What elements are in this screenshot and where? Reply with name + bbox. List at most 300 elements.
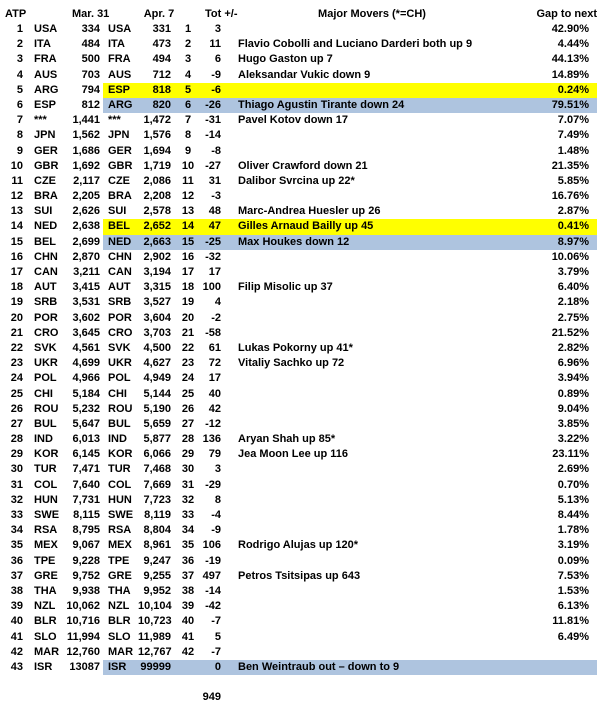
- tot-change-cell: -4: [211, 509, 221, 521]
- rank-cell: 20: [10, 311, 23, 324]
- tot-change-cell: -8: [211, 144, 221, 157]
- gap-cell: 21.35%: [551, 159, 589, 172]
- apr-points-cell: 8,961: [143, 539, 171, 552]
- tot-change-cell: -25: [205, 235, 221, 248]
- tot-change-cell: 8: [214, 493, 221, 506]
- row-section: [103, 311, 597, 326]
- apr-rank-cell: 34: [181, 524, 195, 537]
- apr-rank-cell: 42: [181, 645, 195, 658]
- apr-country-cell: CHN: [108, 250, 132, 263]
- apr-country-cell: CZE: [108, 174, 130, 187]
- rank-cell: 31: [10, 478, 23, 491]
- mover-cell: [224, 554, 520, 569]
- row-section: [103, 356, 597, 371]
- mar-country-cell: POR: [34, 311, 58, 324]
- apr-rank-cell: 6: [184, 98, 192, 111]
- tot-change-cell: 3: [214, 463, 221, 476]
- gap-cell: 3.79%: [557, 266, 589, 278]
- rank-cell: 3: [16, 53, 23, 66]
- gap-cell: [520, 660, 597, 675]
- row-section: [103, 280, 597, 295]
- mover-cell: Rodrigo Alujas up 120*: [238, 539, 359, 552]
- apr-points-cell: 2,663: [143, 235, 171, 248]
- mover-cell: [224, 387, 520, 402]
- apr-points-cell: 331: [152, 23, 171, 35]
- mover-cell: [224, 250, 520, 265]
- apr-rank-cell: 41: [181, 630, 195, 643]
- apr-country-cell: ARG: [108, 98, 133, 111]
- apr-rank-cell: 29: [181, 448, 195, 461]
- row-section: [103, 462, 597, 477]
- mover-cell: [224, 83, 520, 98]
- mar-points-cell: 3,602: [72, 311, 100, 324]
- mar-country-cell: CZE: [34, 174, 56, 187]
- gap-cell: 7.07%: [557, 114, 589, 127]
- gap-cell: 7.53%: [557, 569, 589, 582]
- mar-country-cell: ITA: [34, 38, 51, 51]
- highlighted-row-section: [103, 98, 597, 113]
- table-row: [0, 280, 597, 295]
- mar-points-cell: 5,232: [72, 402, 100, 415]
- rank-cell: 25: [10, 387, 23, 400]
- gap-cell: 6.96%: [557, 357, 589, 370]
- table-row: [0, 387, 597, 402]
- mar-points-cell: 3,645: [72, 326, 100, 339]
- mar-country-cell: NED: [34, 220, 58, 233]
- apr-country-cell: ESP: [108, 83, 131, 96]
- mover-cell: [224, 478, 520, 493]
- tot-change-cell: 106: [202, 539, 221, 552]
- row-section: [103, 265, 597, 280]
- tot-change-cell: -26: [205, 98, 221, 111]
- mar-points-cell: 2,699: [72, 235, 100, 248]
- rank-cell: 16: [10, 250, 23, 263]
- mover-cell: [224, 144, 520, 159]
- apr-country-cell: TUR: [108, 463, 131, 476]
- apr-country-cell: SRB: [108, 296, 132, 309]
- table-row: [0, 584, 597, 599]
- apr-country-cell: THA: [108, 584, 131, 597]
- gap-cell: 6.40%: [557, 281, 589, 294]
- table-row: [0, 98, 597, 113]
- mar-points-cell: 2,626: [72, 205, 100, 218]
- apr-country-cell: CAN: [108, 266, 132, 278]
- gap-cell: 7.49%: [557, 129, 589, 142]
- table-row: [0, 204, 597, 219]
- table-row: [0, 295, 597, 310]
- mover-cell: Petros Tsitsipas up 643: [238, 569, 361, 582]
- rank-cell: 4: [16, 68, 23, 81]
- highlighted-row-section: [103, 660, 597, 675]
- apr-points-cell: 2,902: [143, 250, 171, 263]
- mover-cell: Marc-Andrea Huesler up 26: [238, 205, 381, 218]
- apr-points-cell: 4,949: [143, 372, 171, 385]
- table-row: [0, 462, 597, 477]
- tot-change-cell: 4: [214, 296, 221, 309]
- apr-points-cell: 712: [152, 68, 171, 81]
- mover-cell: [224, 371, 520, 386]
- mar-points-cell: 500: [81, 53, 100, 66]
- table-row: [0, 113, 597, 128]
- tot-change-cell: -7: [211, 645, 221, 658]
- mar-country-cell: UKR: [34, 357, 58, 370]
- mar-country-cell: ARG: [34, 83, 59, 96]
- gap-cell: 8.44%: [557, 509, 589, 521]
- table-row: [0, 614, 597, 629]
- apr-rank-cell: 18: [181, 281, 195, 294]
- tot-change-cell: -32: [205, 250, 221, 263]
- table-row: [0, 599, 597, 614]
- highlighted-row-section: [103, 219, 597, 234]
- gap-cell: 6.49%: [557, 630, 589, 643]
- apr-country-cell: SVK: [108, 341, 131, 354]
- col-header-gap-to-next: Gap to next: [536, 8, 597, 20]
- mover-cell: [224, 523, 520, 538]
- mar-points-cell: 13087: [69, 660, 100, 673]
- rankings-table-body: [0, 22, 597, 675]
- gap-cell: 1.78%: [557, 524, 589, 537]
- mar-country-cell: SWE: [34, 509, 60, 521]
- apr-country-cell: RSA: [108, 524, 132, 537]
- gap-cell: 2.75%: [557, 311, 589, 324]
- mar-points-cell: 7,731: [72, 493, 100, 506]
- mover-cell: [224, 311, 520, 326]
- rank-cell: 34: [10, 524, 23, 537]
- apr-rank-cell: 8: [184, 129, 192, 142]
- gap-cell: 6.13%: [557, 600, 589, 613]
- mover-cell: [224, 584, 520, 599]
- apr-points-cell: 3,527: [143, 296, 171, 309]
- rank-cell: 7: [16, 114, 23, 127]
- mar-country-cell: RSA: [34, 524, 58, 537]
- mar-points-cell: 812: [81, 98, 100, 111]
- apr-country-cell: JPN: [108, 129, 130, 142]
- mar-country-cell: SVK: [34, 341, 57, 354]
- rank-cell: 37: [10, 569, 23, 582]
- apr-rank-cell: 24: [181, 372, 195, 385]
- footer-spacer: [176, 690, 200, 705]
- row-section: [103, 508, 597, 523]
- gap-cell: 8.97%: [557, 235, 589, 248]
- apr-points-cell: 8,119: [144, 509, 171, 521]
- header-row: [0, 6, 597, 22]
- tot-change-cell: 0: [214, 660, 221, 673]
- mar-country-cell: GER: [34, 144, 58, 157]
- mover-cell: [224, 22, 520, 37]
- table-row: [0, 265, 597, 280]
- apr-country-cell: GBR: [108, 159, 133, 172]
- tot-change-cell: -27: [205, 159, 221, 172]
- row-section: [103, 371, 597, 386]
- rank-cell: 27: [10, 417, 23, 430]
- apr-country-cell: TPE: [108, 554, 130, 567]
- apr-points-cell: 3,604: [143, 311, 171, 324]
- apr-country-cell: ITA: [108, 38, 125, 51]
- table-row: [0, 235, 597, 250]
- apr-country-cell: POL: [108, 372, 131, 385]
- row-section: [103, 584, 597, 599]
- footer-spacer: [66, 690, 100, 705]
- mar-points-cell: 2,870: [72, 250, 100, 263]
- apr-country-cell: COL: [108, 478, 132, 491]
- mover-cell: [224, 295, 520, 310]
- gap-cell: 2.87%: [557, 205, 589, 218]
- rank-cell: 11: [11, 174, 23, 187]
- rank-cell: 10: [10, 159, 23, 172]
- mar-points-cell: 6,013: [72, 433, 100, 446]
- highlighted-row-section: [103, 83, 597, 98]
- rank-cell: 23: [10, 357, 23, 370]
- apr-rank-cell: 38: [181, 584, 195, 597]
- apr-country-cell: KOR: [108, 448, 133, 461]
- apr-rank-cell: 28: [181, 433, 195, 446]
- mar-country-cell: KOR: [34, 448, 59, 461]
- apr-points-cell: 7,468: [143, 463, 171, 476]
- tot-change-cell: 31: [208, 174, 221, 187]
- mover-cell: [224, 462, 520, 477]
- mar-country-cell: TPE: [34, 554, 56, 567]
- apr-rank-cell: 39: [181, 600, 195, 613]
- rank-cell: 41: [10, 630, 23, 643]
- gap-cell: 4.44%: [557, 38, 589, 51]
- apr-rank-cell: 36: [181, 554, 195, 567]
- mar-country-cell: IND: [34, 433, 53, 446]
- gap-cell: 0.70%: [557, 478, 589, 491]
- tot-change-cell: -9: [211, 524, 221, 537]
- apr-rank-cell: 14: [181, 220, 195, 233]
- mar-points-cell: 2,205: [72, 190, 100, 203]
- mover-cell: [224, 128, 520, 143]
- apr-rank-cell: 37: [181, 569, 195, 582]
- mar-country-cell: FRA: [34, 53, 57, 66]
- gap-cell: 1.48%: [557, 144, 589, 157]
- row-section: [103, 417, 597, 432]
- table-row: [0, 37, 597, 52]
- tot-change-cell: -12: [205, 417, 221, 430]
- footer-spacer: [138, 690, 176, 705]
- apr-points-cell: 5,877: [143, 433, 171, 446]
- gap-cell: 3.94%: [557, 372, 589, 385]
- table-row: [0, 569, 597, 584]
- apr-country-cell: POR: [108, 311, 132, 324]
- mar-country-cell: JPN: [34, 129, 56, 142]
- gap-cell: [520, 645, 597, 660]
- mar-country-cell: NZL: [34, 600, 56, 613]
- apr-rank-cell: 11: [182, 174, 194, 187]
- apr-rank-cell: 16: [181, 250, 195, 263]
- table-row: [0, 128, 597, 143]
- rank-cell: 12: [10, 190, 23, 203]
- row-section: [103, 447, 597, 462]
- rank-cell: 39: [10, 600, 23, 613]
- table-row: [0, 493, 597, 508]
- mar-points-cell: 703: [81, 68, 100, 81]
- mar-country-cell: BUL: [34, 417, 57, 430]
- row-section: [103, 68, 597, 83]
- gap-cell: 0.41%: [557, 220, 589, 233]
- mover-cell: [224, 630, 520, 645]
- tot-change-cell: -19: [205, 554, 221, 567]
- apr-rank-cell: 22: [181, 341, 195, 354]
- apr-country-cell: SUI: [108, 205, 127, 218]
- apr-points-cell: 2,086: [143, 174, 171, 187]
- rank-cell: 22: [10, 341, 23, 354]
- apr-country-cell: USA: [108, 23, 132, 35]
- mar-country-cell: CHN: [34, 250, 58, 263]
- apr-points-cell: 473: [152, 38, 171, 51]
- mar-points-cell: 3,531: [72, 296, 100, 309]
- apr-points-cell: 3,703: [143, 326, 171, 339]
- mar-points-cell: 8,795: [72, 524, 100, 537]
- table-row: [0, 478, 597, 493]
- tot-change-cell: 100: [202, 281, 221, 294]
- mar-points-cell: 3,211: [73, 266, 100, 278]
- mar-points-cell: 1,692: [72, 159, 100, 172]
- mover-cell: [224, 645, 520, 660]
- gap-cell: 0.89%: [557, 387, 589, 400]
- mar-points-cell: 10,062: [66, 600, 100, 613]
- mover-cell: Aleksandar Vukic down 9: [238, 68, 371, 81]
- gap-cell: 3.85%: [557, 417, 589, 430]
- mar-points-cell: 8,115: [73, 509, 100, 521]
- footer-spacer: [224, 690, 520, 705]
- mover-cell: Pavel Kotov down 17: [238, 114, 349, 127]
- mar-country-cell: BRA: [34, 190, 58, 203]
- mar-country-cell: POL: [34, 372, 57, 385]
- rank-cell: 21: [10, 326, 23, 339]
- tot-change-cell: 136: [202, 433, 221, 446]
- footer-row: [0, 690, 597, 705]
- row-section: [103, 630, 597, 645]
- apr-rank-cell: 4: [184, 68, 192, 81]
- gap-cell: 5.13%: [557, 493, 589, 506]
- mar-points-cell: 9,067: [72, 539, 100, 552]
- tot-change-cell: -2: [211, 311, 221, 324]
- rank-cell: 19: [10, 296, 23, 309]
- apr-points-cell: 2,208: [143, 190, 171, 203]
- apr-rank-cell: 23: [181, 357, 195, 370]
- gap-cell: 2.18%: [557, 296, 589, 309]
- table-row: [0, 523, 597, 538]
- mar-points-cell: 10,716: [66, 615, 100, 628]
- tot-change-cell: 48: [208, 205, 221, 218]
- table-row: [0, 250, 597, 265]
- mar-country-cell: TUR: [34, 463, 57, 476]
- apr-points-cell: 9,255: [143, 569, 171, 582]
- mar-points-cell: 6,145: [72, 448, 100, 461]
- rank-cell: 13: [10, 205, 23, 218]
- apr-points-cell: 11,989: [138, 630, 172, 643]
- rank-cell: 28: [10, 433, 23, 446]
- tot-change-cell: 79: [208, 448, 221, 461]
- mar-country-cell: BLR: [34, 615, 57, 628]
- row-section: [103, 554, 597, 569]
- mar-country-cell: CRO: [34, 326, 59, 339]
- col-header-tot-change: Tot +/-: [205, 8, 238, 20]
- apr-country-cell: AUT: [108, 281, 131, 294]
- row-section: [103, 37, 597, 52]
- mar-country-cell: GRE: [34, 569, 58, 582]
- mover-cell: Lukas Pokorny up 41*: [238, 341, 353, 354]
- mar-points-cell: 4,561: [72, 341, 100, 354]
- apr-points-cell: 5,144: [143, 387, 171, 400]
- row-section: [103, 478, 597, 493]
- apr-country-cell: MEX: [108, 539, 132, 552]
- gap-cell: 11.81%: [552, 615, 589, 628]
- mover-cell: Filip Misolic up 37: [238, 281, 333, 294]
- apr-rank-cell: 32: [181, 493, 195, 506]
- tot-change-cell: -14: [205, 129, 221, 142]
- apr-rank-cell: 40: [181, 615, 195, 628]
- apr-rank-cell: [176, 660, 200, 675]
- rank-cell: 36: [10, 554, 23, 567]
- mar-country-cell: GBR: [34, 159, 59, 172]
- apr-points-cell: 10,104: [138, 600, 172, 613]
- mover-cell: [224, 493, 520, 508]
- mover-cell: Aryan Shah up 85*: [238, 433, 336, 446]
- mar-country-cell: CHI: [34, 387, 53, 400]
- mar-country-cell: ISR: [34, 660, 53, 673]
- mar-country-cell: AUS: [34, 68, 58, 81]
- rank-cell: 29: [10, 448, 23, 461]
- apr-points-cell: 820: [152, 98, 171, 111]
- mar-points-cell: 4,966: [72, 372, 100, 385]
- apr-country-cell: NZL: [108, 600, 130, 613]
- apr-country-cell: ROU: [108, 402, 133, 415]
- apr-country-cell: SWE: [108, 509, 134, 521]
- rank-cell: 9: [16, 144, 23, 157]
- mover-cell: Flavio Cobolli and Luciano Darderi both up 9: [238, 38, 473, 51]
- apr-points-cell: 9,247: [143, 554, 171, 567]
- apr-rank-cell: 19: [181, 296, 195, 309]
- row-section: [103, 387, 597, 402]
- mover-cell: Max Houkes down 12: [238, 235, 350, 248]
- rank-cell: 2: [16, 38, 23, 51]
- tot-change-cell: 47: [208, 220, 221, 233]
- mar-country-cell: SRB: [34, 296, 58, 309]
- rank-cell: 24: [10, 372, 23, 385]
- apr-country-cell: BUL: [108, 417, 131, 430]
- mar-points-cell: 5,184: [72, 387, 100, 400]
- table-row: [0, 538, 597, 553]
- apr-country-cell: NED: [108, 235, 132, 248]
- row-section: [103, 523, 597, 538]
- rank-cell: 17: [10, 266, 23, 278]
- mover-cell: Dalibor Svrcina up 22*: [238, 174, 355, 187]
- tot-change-cell: -6: [211, 83, 221, 96]
- gap-cell: 10.06%: [551, 250, 589, 263]
- table-row: [0, 68, 597, 83]
- apr-rank-cell: 9: [184, 144, 192, 157]
- mover-cell: [224, 417, 520, 432]
- rank-cell: 35: [10, 539, 23, 552]
- table-row: [0, 326, 597, 341]
- mar-country-cell: MEX: [34, 539, 58, 552]
- mover-cell: [224, 402, 520, 417]
- gap-cell: 23.11%: [552, 448, 589, 461]
- mover-cell: [224, 189, 520, 204]
- table-row: [0, 83, 597, 98]
- apr-country-cell: ***: [108, 114, 121, 127]
- gap-cell: 5.85%: [557, 174, 589, 187]
- rank-cell: 18: [10, 281, 23, 294]
- table-row: [0, 660, 597, 675]
- apr-points-cell: 4,627: [143, 357, 171, 370]
- gap-cell: 9.04%: [557, 402, 589, 415]
- tot-change-cell: 11: [209, 38, 221, 51]
- table-row: [0, 432, 597, 447]
- apr-points-cell: 8,804: [143, 524, 171, 537]
